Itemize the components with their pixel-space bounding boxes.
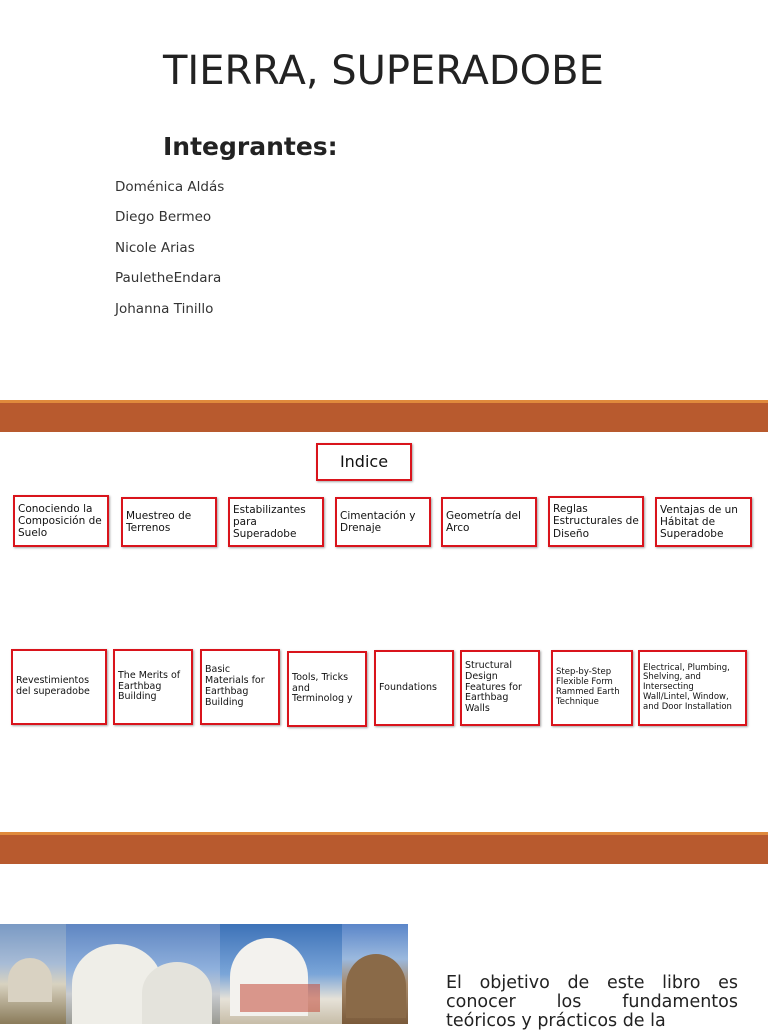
member-name: Doménica Aldás [115, 179, 225, 195]
index-title-box: Indice [316, 443, 412, 481]
index-item: Estabilizantes para Superadobe [228, 497, 324, 547]
index-item: Structural Design Features for Earthbag Walls [460, 650, 540, 726]
earthbag-photos-strip [0, 924, 408, 1024]
index-item: Geometría del Arco [441, 497, 537, 547]
index-item: Cimentación y Drenaje [335, 497, 431, 547]
page-title: TIERRA, SUPERADOBE [163, 48, 604, 94]
earthbag-photo [0, 924, 66, 1024]
index-item: Tools, Tricks and Terminolog y [287, 651, 367, 727]
index-item: Basic Materials for Earthbag Building [200, 649, 280, 725]
section-divider-band [0, 832, 768, 864]
index-item: Foundations [374, 650, 454, 726]
earthbag-photo [342, 924, 408, 1024]
member-name: PauletheEndara [115, 270, 222, 286]
index-item: Revestimientos del superadobe [11, 649, 107, 725]
index-item: The Merits of Earthbag Building [113, 649, 193, 725]
index-item: Muestreo de Terrenos [121, 497, 217, 547]
member-name: Johanna Tinillo [115, 301, 214, 317]
body-paragraph: El objetivo de este libro es conocer los fundamentos teóricos y prácticos de la [446, 973, 738, 1031]
index-item: Reglas Estructurales de Diseño [548, 496, 644, 547]
earthbag-photo [220, 924, 342, 1024]
members-heading: Integrantes: [163, 132, 338, 161]
index-item: Conociendo la Composición de Suelo [13, 495, 109, 547]
member-name: Nicole Arias [115, 240, 195, 256]
index-item: Ventajas de un Hábitat de Superadobe [655, 497, 752, 547]
section-divider-band [0, 400, 768, 432]
member-name: Diego Bermeo [115, 209, 212, 225]
index-item: Electrical, Plumbing, Shelving, and Intersecting Wall/Lintel, Window, and Door Installation [638, 650, 747, 726]
index-item: Step-by-Step Flexible Form Rammed Earth Technique [551, 650, 633, 726]
earthbag-photo [66, 924, 220, 1024]
